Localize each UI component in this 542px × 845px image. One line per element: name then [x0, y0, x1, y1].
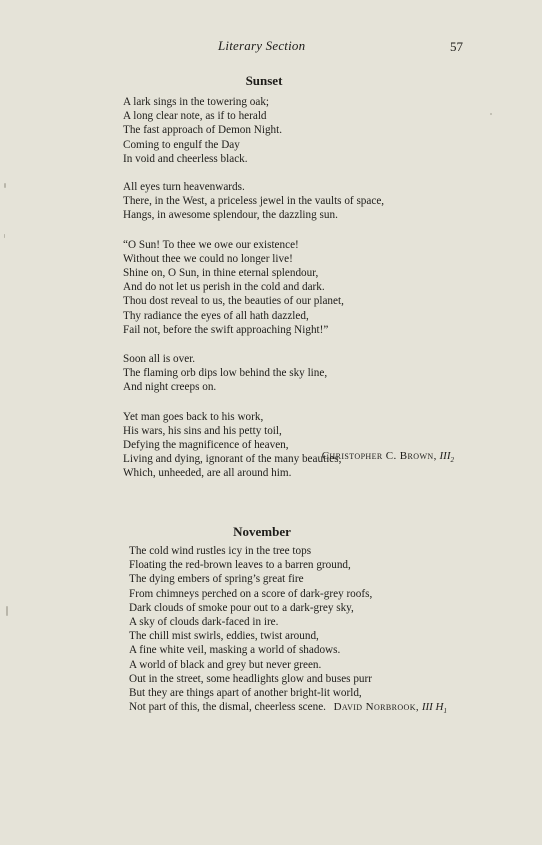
paper-speck — [4, 234, 5, 238]
paper-speck — [4, 183, 6, 188]
stanza — [129, 544, 429, 714]
poem-title: Sunset — [245, 73, 283, 88]
stanza — [123, 95, 423, 166]
poem-november — [129, 524, 429, 714]
poem-line: The dying embers of spring’s great fire — [129, 573, 304, 586]
poem-line: Floating the red-brown leaves to a barren ground, — [129, 559, 351, 572]
poem-line: There, in the West, a priceless jewel in the vaults of space, — [123, 195, 385, 208]
author-signature — [334, 701, 447, 715]
author-signature — [322, 450, 454, 464]
paper-speck — [6, 606, 8, 616]
poem-line: Thy radiance the eyes of all hath dazzled, — [123, 309, 309, 322]
stanza — [123, 238, 423, 337]
poem-line: His wars, his sins and his petty toil, — [123, 424, 282, 437]
poem-line: And do not let us perish in the cold and dark. — [123, 281, 325, 294]
poem-line: The chill mist swirls, eddies, twist around, — [129, 630, 319, 643]
poem-line: A long clear note, as if to herald — [123, 110, 267, 123]
poem-line: Not part of this, the dismal, cheerless scene. — [129, 701, 326, 714]
poem-line: From chimneys perched on a score of dark-grey roofs, — [129, 587, 373, 600]
author-form: III — [439, 450, 451, 462]
poem-line: Dark clouds of smoke pour out to a dark-grey sky, — [129, 601, 354, 614]
poem-line: Shine on, O Sun, in thine eternal splendour, — [123, 267, 319, 280]
poem-line: “O Sun! To thee we owe our existence! — [123, 238, 299, 251]
section-title: Literary Section — [218, 38, 306, 53]
poem-line: A fine white veil, masking a world of shadows. — [129, 644, 341, 657]
poem-line: Thou dost reveal to us, the beauties of our planet, — [123, 295, 344, 308]
poem-line: The fast approach of Demon Night. — [123, 124, 283, 137]
poem-line: The flaming orb dips low behind the sky line, — [123, 367, 328, 380]
poem-line: Out in the street, some headlights glow and buses purr — [129, 672, 372, 685]
poem-line: Which, unheeded, are all around him. — [123, 467, 292, 480]
page-number: 57 — [450, 39, 463, 54]
author-form: III H — [421, 701, 444, 713]
poem-line: Defying the magnificence of heaven, — [123, 439, 289, 452]
poem-line: Yet man goes back to his work, — [123, 410, 264, 423]
poem-line: A lark sings in the towering oak; — [123, 96, 270, 108]
poem-line: And night creeps on. — [123, 381, 217, 394]
poem-sunset — [123, 73, 423, 481]
poem-title: November — [233, 524, 291, 539]
paper-speck — [490, 113, 492, 115]
poem-line: All eyes turn heavenwards. — [123, 181, 245, 194]
poem-line: Hangs, in awesome splendour, the dazzling sun. — [123, 209, 338, 222]
author-name: Christopher C. Brown, — [321, 450, 437, 462]
poem-line: Fail not, before the swift approaching Night!” — [123, 323, 329, 336]
poem-line: In void and cheerless black. — [123, 152, 248, 165]
stanza — [123, 180, 423, 223]
poem-line: Living and dying, ignorant of the many beauties, — [123, 453, 342, 466]
poem-line: A sky of clouds dark-faced in ire. — [129, 616, 279, 629]
poem-line: But they are things apart of another bright-lit world, — [129, 687, 362, 700]
poem-line: Without thee we could no longer live! — [123, 252, 293, 265]
poem-line: The cold wind rustles icy in the tree tops — [129, 545, 312, 557]
author-form-sub: 1 — [443, 707, 447, 716]
running-head — [0, 38, 542, 54]
author-name: David Norbrook, — [333, 701, 420, 713]
poem-line: Soon all is over. — [123, 353, 196, 366]
author-form-sub: 2 — [450, 456, 454, 465]
poem-line: A world of black and grey but never green. — [129, 658, 322, 671]
poem-line: Coming to engulf the Day — [123, 138, 240, 151]
stanza — [123, 410, 423, 481]
stanza — [123, 352, 423, 395]
